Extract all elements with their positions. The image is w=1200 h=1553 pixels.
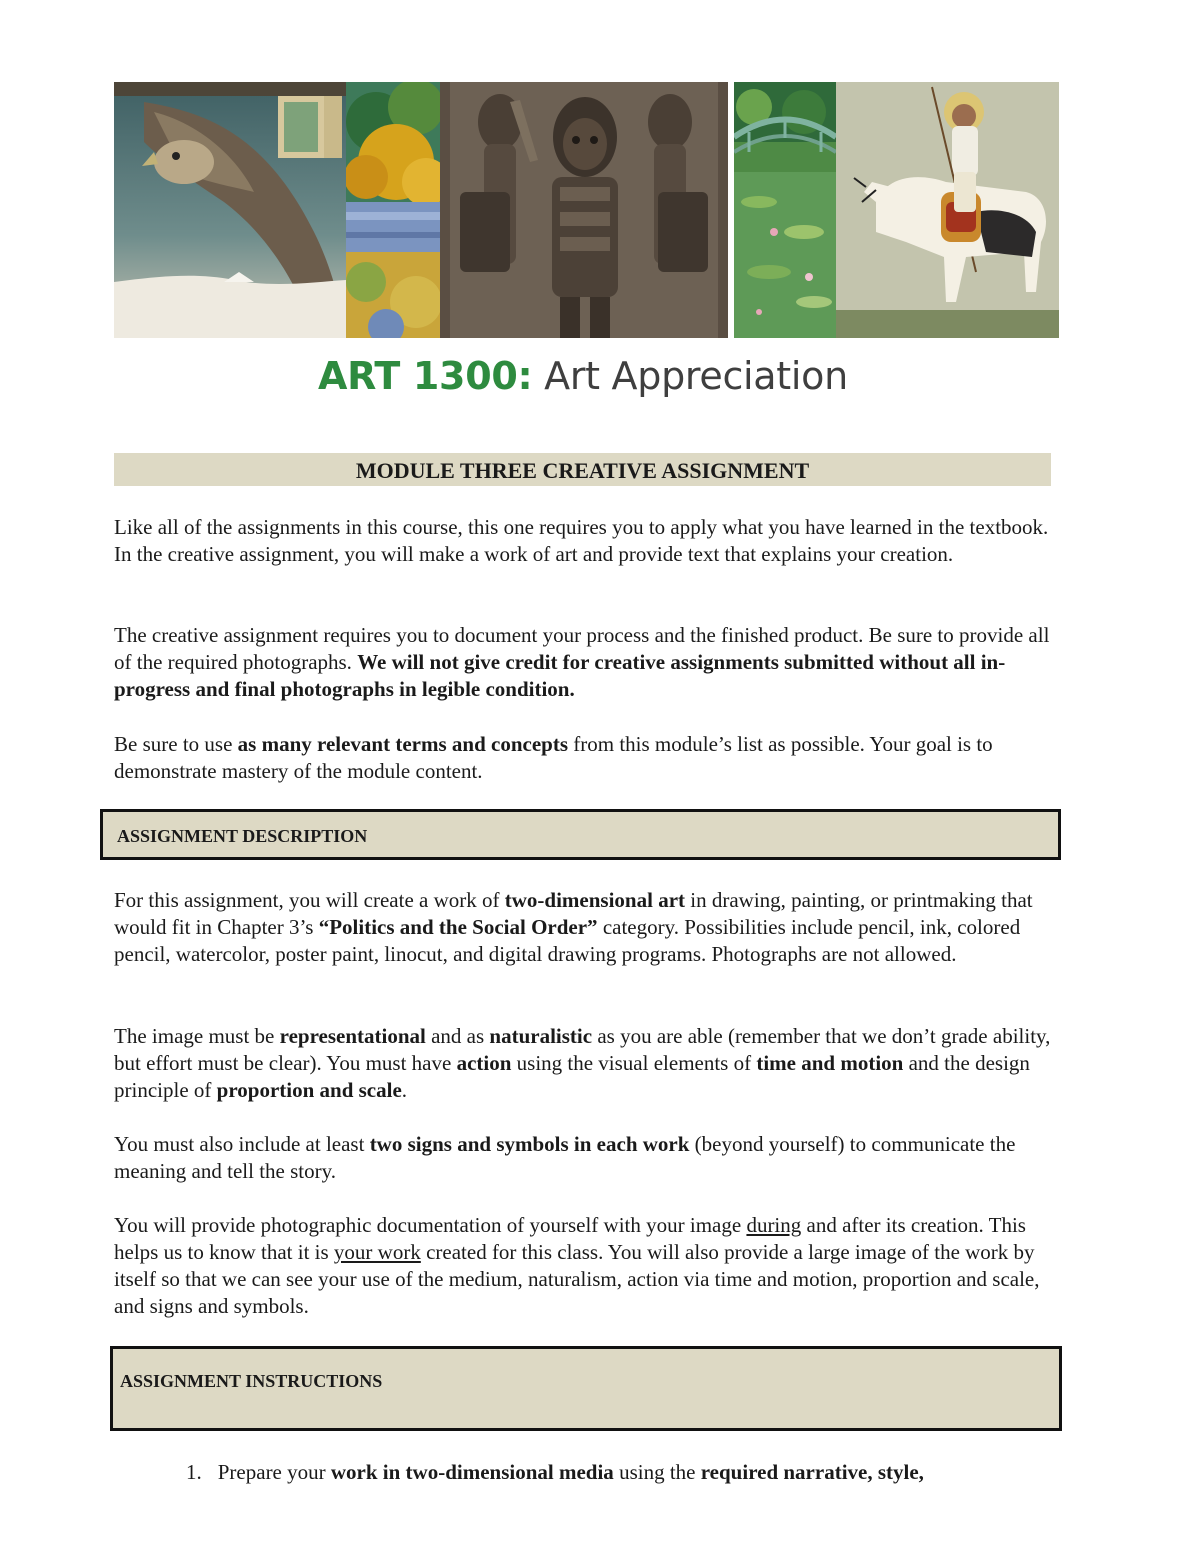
artwork-panel-landscape xyxy=(346,82,440,338)
intro-p3-text-c: from this module’s list as possible. Your goal is to demonstrate mastery of the module content. xyxy=(114,732,993,783)
desc-p2-k: . xyxy=(401,1078,408,1102)
description-paragraph-2 xyxy=(114,1023,1064,1104)
artwork-panel-bronze xyxy=(440,82,728,338)
assignment-description-heading xyxy=(100,809,1061,860)
assignment-description-label: ASSIGNMENT DESCRIPTION xyxy=(117,826,368,846)
intro-p3-bold: as many relevant terms and concepts xyxy=(237,732,568,756)
desc-p2-a: The image must be xyxy=(114,1024,280,1048)
list-item xyxy=(186,1459,924,1486)
header-banner xyxy=(114,82,1059,338)
artwork-panel-eagle xyxy=(114,82,346,338)
eagle-woodblock-print-icon xyxy=(114,82,346,338)
intro-paragraph-3 xyxy=(114,731,1064,785)
assignment-instructions-label: ASSIGNMENT INSTRUCTIONS xyxy=(120,1371,383,1391)
desc-p2-f: action xyxy=(456,1051,512,1075)
mughal-horseman-painting-icon xyxy=(836,82,1059,338)
desc-p2-e: as you are able (remember that we don’t grade ability, but effort must be clear). You must have xyxy=(114,1024,1051,1075)
course-code: ART 1300: xyxy=(318,354,533,398)
module-title: MODULE THREE CREATIVE ASSIGNMENT xyxy=(114,453,1051,486)
desc-p2-b: representational xyxy=(279,1024,426,1048)
desc-p4-c: and after its creation. This helps us to know that it is xyxy=(114,1213,1026,1264)
bronze-relief-plaque-icon xyxy=(440,82,728,338)
desc-p1-d: “Politics and the Social Order” xyxy=(318,915,598,939)
desc-p1-a: For this assignment, you will create a work of xyxy=(114,888,505,912)
description-paragraph-4 xyxy=(114,1212,1064,1320)
desc-p4-a: You will provide photographic documentation of yourself with your image xyxy=(114,1213,747,1237)
desc-p4-d: your work xyxy=(333,1240,421,1264)
artwork-panel-horseman xyxy=(836,82,1059,338)
desc-p2-h: time and motion xyxy=(756,1051,904,1075)
desc-p2-d: naturalistic xyxy=(489,1024,593,1048)
desc-p1-c: in drawing, painting, or printmaking that would fit in Chapter 3’s xyxy=(114,888,1033,939)
intro-p3-text-a: Be sure to use xyxy=(114,732,238,756)
intro-p2-bold: We will not give credit for creative assignments submitted without all in-progress and final photographs in legible condition. xyxy=(114,650,1006,701)
description-paragraph-1 xyxy=(114,887,1064,968)
intro-paragraph-1: Like all of the assignments in this course, this one requires you to apply what you have learned in the textbook. In the creative assignment, you will make a work of art and provide text that explains your creation. xyxy=(114,515,1049,566)
water-lily-bridge-painting-icon xyxy=(734,82,836,338)
intro-p2-text: The creative assignment requires you to document your process and the finished product. Be sure to provide all of the required photographs. xyxy=(114,623,1050,674)
desc-p3-a: You must also include at least xyxy=(114,1132,370,1156)
desc-p1-b: two-dimensional art xyxy=(504,888,686,912)
desc-p3-c: (beyond yourself) to communicate the meaning and tell the story. xyxy=(114,1132,1016,1183)
item1-c: using the xyxy=(613,1460,701,1484)
course-name: Art Appreciation xyxy=(532,354,848,398)
list-number: 1. xyxy=(186,1460,202,1484)
desc-p4-e: created for this class. You will also provide a large image of the work by itself so that we can see your use of the medium, naturalism, action via time and motion, proportion and scale, and signs and symbols. xyxy=(114,1240,1040,1318)
desc-p2-c: and as xyxy=(425,1024,490,1048)
desc-p1-e: category. Possibilities include pencil, ink, colored pencil, watercolor, poster paint, linocut, and digital drawing programs. Photographs are not allowed. xyxy=(114,915,1021,966)
assignment-instructions-heading xyxy=(110,1346,1062,1431)
item1-d: required narrative, style, xyxy=(700,1460,924,1484)
desc-p2-i: and the design principle of xyxy=(114,1051,1030,1102)
desc-p2-g: using the visual elements of xyxy=(511,1051,757,1075)
item1-a: Prepare your xyxy=(217,1460,331,1484)
desc-p2-j: proportion and scale xyxy=(216,1078,402,1102)
intro-paragraph-2 xyxy=(114,622,1064,703)
desc-p3-b: two signs and symbols in each work xyxy=(369,1132,690,1156)
desc-p4-b: during xyxy=(746,1213,802,1237)
item1-b: work in two-dimensional media xyxy=(330,1460,614,1484)
impressionist-landscape-icon xyxy=(346,82,440,338)
description-paragraph-3 xyxy=(114,1131,1064,1185)
artwork-panel-bridge xyxy=(734,82,836,338)
course-title xyxy=(318,354,848,398)
